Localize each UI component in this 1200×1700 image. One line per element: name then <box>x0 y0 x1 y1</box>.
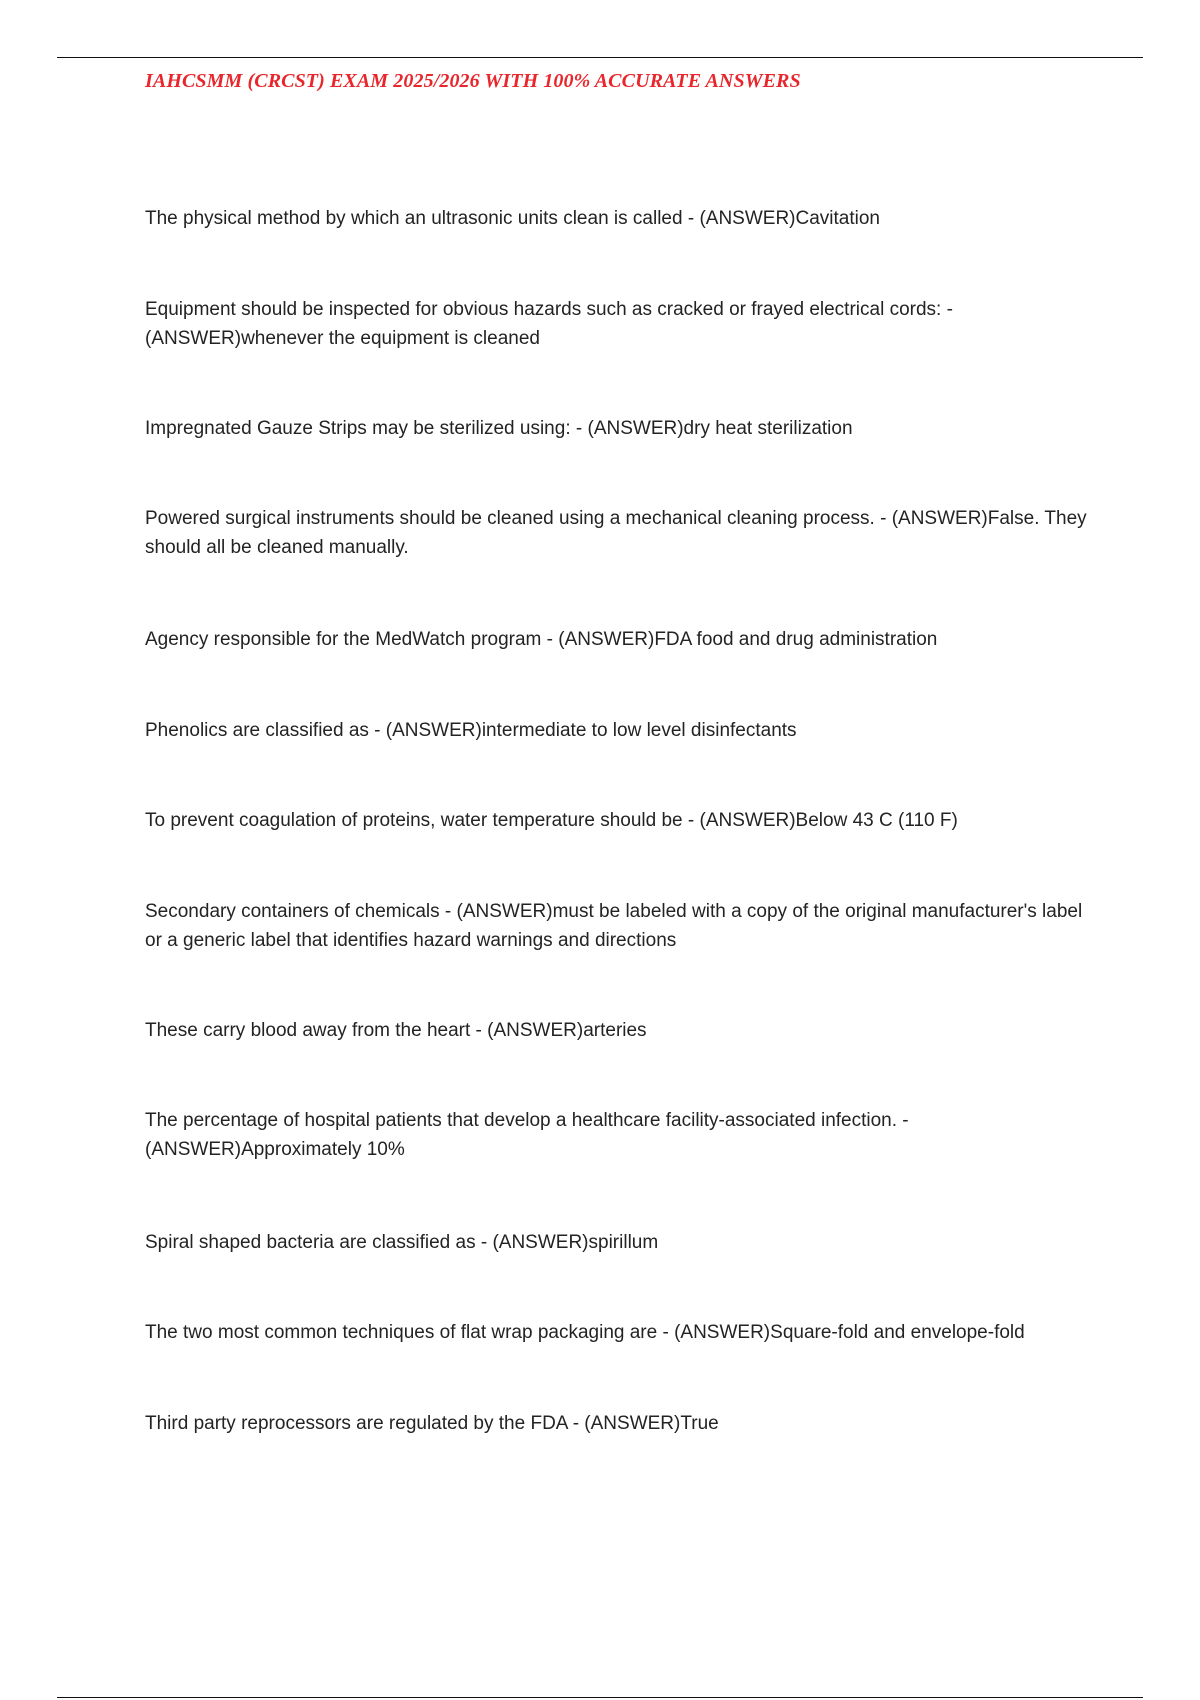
question-text: Equipment should be inspected for obvious hazards such as cracked or frayed electrical cords: <box>145 299 942 320</box>
question-text: Impregnated Gauze Strips may be sterilized using: <box>145 418 571 439</box>
answer-text: intermediate to low level disinfectants <box>481 720 797 741</box>
answer-text: Approximately 10% <box>241 1139 405 1160</box>
question-text: The two most common techniques of flat wrap packaging are <box>145 1322 658 1343</box>
question-text: The physical method by which an ultrasonic units clean is called <box>145 208 683 229</box>
footer-rule <box>57 1697 1143 1698</box>
question-text: To prevent coagulation of proteins, water temperature should be <box>145 810 683 831</box>
qa-item: Secondary containers of chemicals - (ANSWER)must be labeled with a copy of the original manufacturer's label or a generic label that identifies hazard warnings and directions <box>145 901 1083 951</box>
question-text: Spiral shaped bacteria are classified as <box>145 1232 476 1253</box>
question-text: Agency responsible for the MedWatch program <box>145 629 542 650</box>
qa-item: The physical method by which an ultrasonic units clean is called - (ANSWER)Cavitation <box>145 208 880 229</box>
qa-item: To prevent coagulation of proteins, water temperature should be - (ANSWER)Below 43 C (110 F) <box>145 810 958 831</box>
document-title: IAHCSMM (CRCST) EXAM 2025/2026 WITH 100% ACCURATE ANSWERS <box>145 70 801 92</box>
qa-item: Third party reprocessors are regulated by the FDA - (ANSWER)True <box>145 1413 719 1434</box>
qa-item: Spiral shaped bacteria are classified as - (ANSWER)spirillum <box>145 1232 659 1253</box>
answer-text: arteries <box>583 1020 647 1041</box>
answer-text: Cavitation <box>795 208 880 229</box>
answer-text: Below 43 C (110 F) <box>795 810 958 831</box>
question-text: The percentage of hospital patients that develop a healthcare facility-associated infection. <box>145 1110 898 1131</box>
question-text: Secondary containers of chemicals <box>145 901 440 922</box>
answer-text: FDA food and drug administration <box>654 629 938 650</box>
qa-item: Powered surgical instruments should be cleaned using a mechanical cleaning process. - (ANSWER)False. They should all be cleaned manually. <box>145 508 1087 558</box>
answer-text: False. They should all be cleaned manually. <box>145 508 1087 558</box>
qa-item: Agency responsible for the MedWatch program - (ANSWER)FDA food and drug administration <box>145 629 938 650</box>
question-text: These carry blood away from the heart <box>145 1020 471 1041</box>
answer-text: Square-fold and envelope-fold <box>770 1322 1025 1343</box>
qa-item: Impregnated Gauze Strips may be sterilized using: - (ANSWER)dry heat sterilization <box>145 418 853 439</box>
question-text: Phenolics are classified as <box>145 720 369 741</box>
qa-item: The percentage of hospital patients that develop a healthcare facility-associated infection. - (ANSWER)Approximately 10% <box>145 1110 909 1160</box>
answer-text: must be labeled with a copy of the original manufacturer's label or a generic label that identifies hazard warnings and directions <box>145 901 1083 951</box>
answer-text: dry heat sterilization <box>683 418 853 439</box>
qa-item: Equipment should be inspected for obvious hazards such as cracked or frayed electrical cords: - (ANSWER)whenever the equipment is cleaned <box>145 299 953 349</box>
answer-text: spirillum <box>588 1232 659 1253</box>
header-rule <box>57 57 1143 58</box>
answer-text: whenever the equipment is cleaned <box>241 328 540 349</box>
answer-text: True <box>680 1413 719 1434</box>
qa-item: Phenolics are classified as - (ANSWER)intermediate to low level disinfectants <box>145 720 797 741</box>
question-text: Powered surgical instruments should be cleaned using a mechanical cleaning process. <box>145 508 875 529</box>
qa-item: These carry blood away from the heart - (ANSWER)arteries <box>145 1020 647 1041</box>
question-text: Third party reprocessors are regulated by the FDA <box>145 1413 568 1434</box>
qa-item: The two most common techniques of flat wrap packaging are - (ANSWER)Square-fold and envelope-fold <box>145 1322 1025 1343</box>
